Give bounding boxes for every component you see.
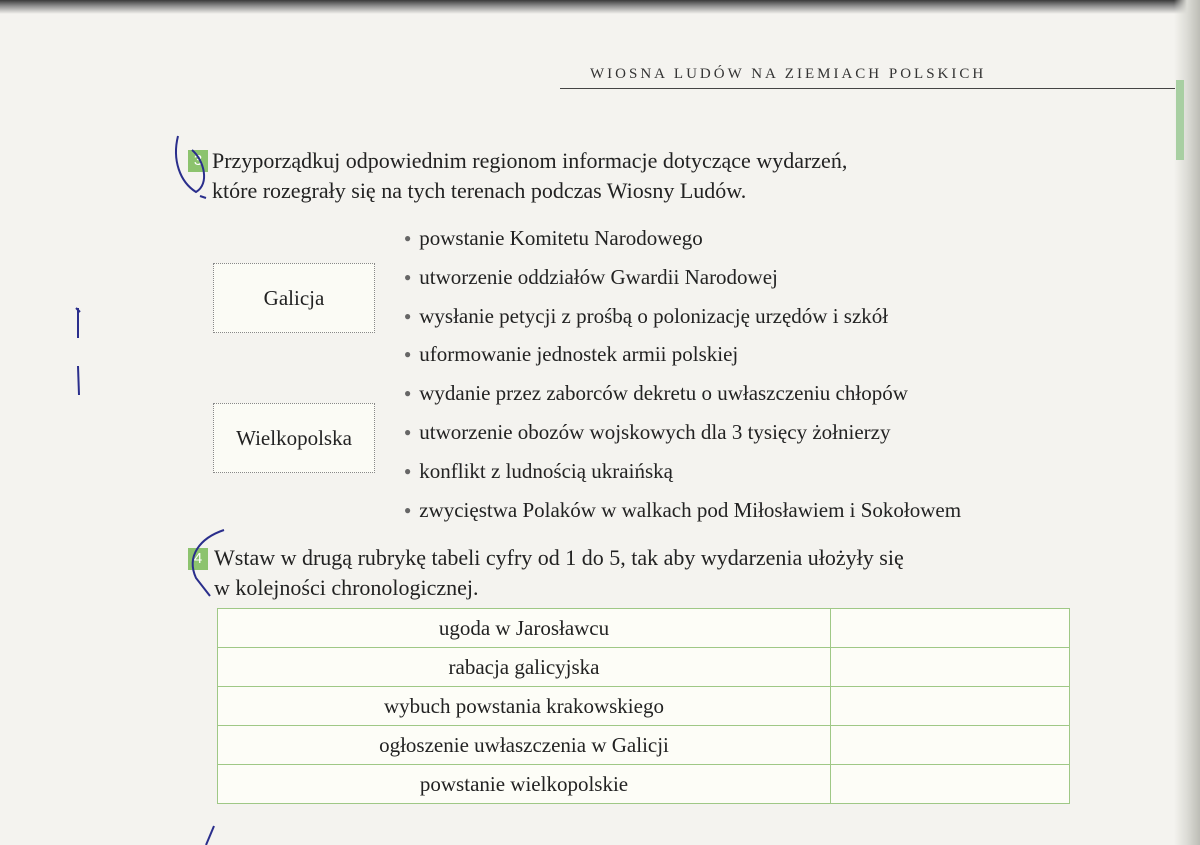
- event-cell: ugoda w Jarosławcu: [218, 609, 831, 648]
- list-item: ● powstanie Komitetu Narodowego: [404, 223, 961, 262]
- running-head: WIOSNA LUDÓW NA ZIEMIACH POLSKICH: [590, 66, 987, 82]
- pen-check-task-4: [193, 530, 224, 596]
- event-cell: powstanie wielkopolskie: [218, 765, 831, 804]
- list-item: ● zwycięstwa Polaków w walkach pod Miłosławiem i Sokołowem: [404, 495, 961, 534]
- pen-margin-mark: [78, 366, 79, 395]
- task-3-badge: 3: [188, 150, 208, 172]
- task-4-instruction-line-1: Wstaw w drugą rubrykę tabeli cyfry od 1 do 5, tak aby wydarzenia ułożyły się: [214, 545, 904, 570]
- list-item: ● uformowanie jednostek armii polskiej: [404, 339, 961, 378]
- task-4-instruction-line-2: w kolejności chronologicznej.: [214, 575, 479, 600]
- list-item: ● utworzenie oddziałów Gwardii Narodowej: [404, 262, 961, 301]
- list-item: ● utworzenie obozów wojskowych dla 3 tysięcy żołnierzy: [404, 417, 961, 456]
- region-box-wielkopolska: Wielkopolska: [213, 403, 375, 473]
- list-item: ● wydanie przez zaborców dekretu o uwłaszczeniu chłopów: [404, 378, 961, 417]
- list-item: ● wysłanie petycji z prośbą o polonizację urzędów i szkół: [404, 301, 961, 340]
- list-item: ● konflikt z ludnością ukraińską: [404, 456, 961, 495]
- event-cell: wybuch powstania krakowskiego: [218, 687, 831, 726]
- task-4-badge: 4: [188, 548, 208, 570]
- task-3-instruction-line-2: które rozegrały się na tych terenach podczas Wiosny Ludów.: [212, 178, 747, 203]
- event-cell: rabacja galicyjska: [218, 648, 831, 687]
- region-box-galicja: Galicja: [213, 263, 375, 333]
- task-3-instruction-line-1: Przyporządkuj odpowiednim regionom informacje dotyczące wydarzeń,: [212, 148, 848, 173]
- pen-margin-mark: [76, 308, 80, 338]
- pen-check-task-3: [176, 136, 206, 198]
- event-cell: ogłoszenie uwłaszczenia w Galicji: [218, 726, 831, 765]
- pen-check-bottom: [206, 826, 214, 845]
